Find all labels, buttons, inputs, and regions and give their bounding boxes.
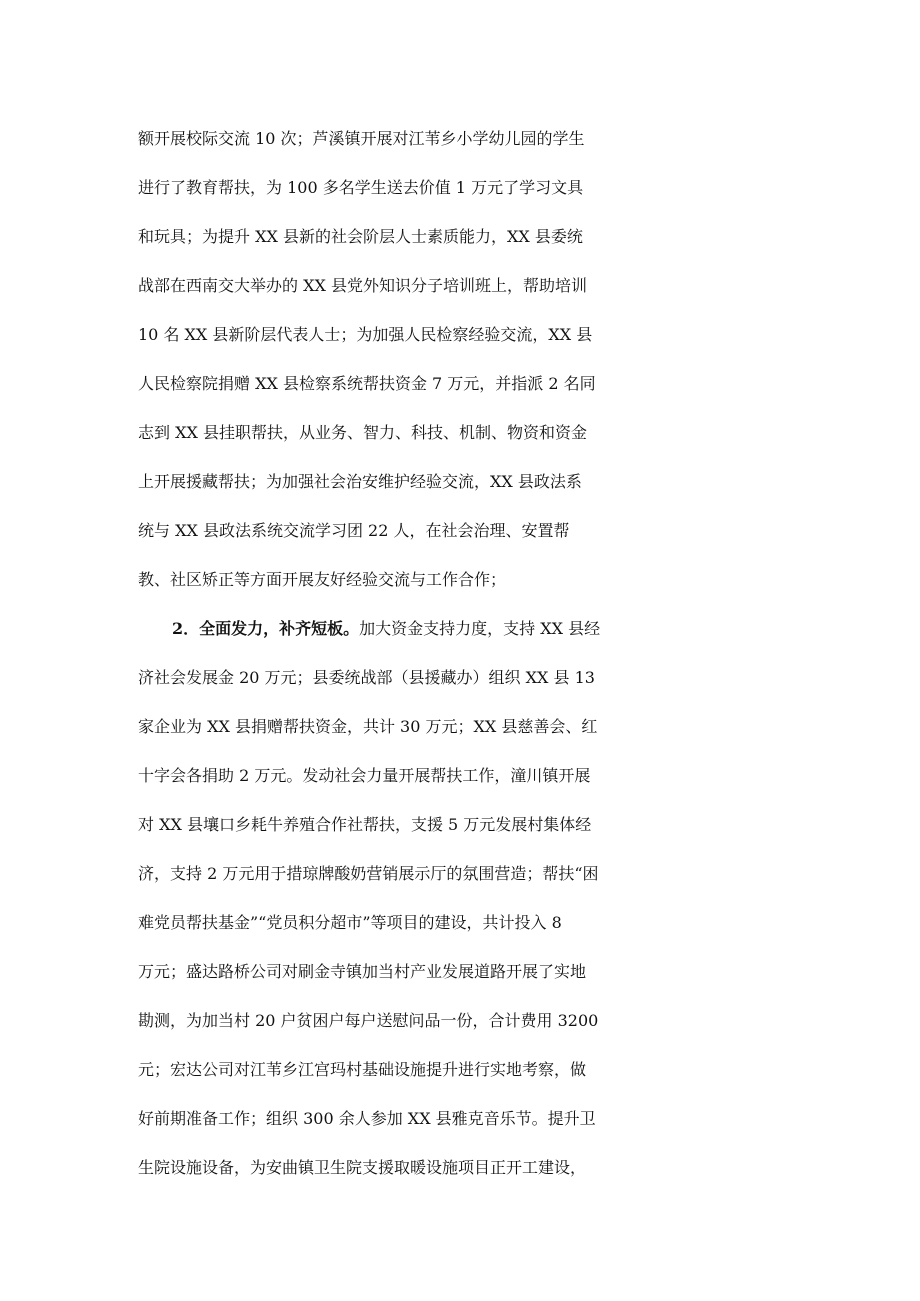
paragraph-2-line-12: 生院设施设备，为安曲镇卫生院支援取暖设施项目正开工建设， xyxy=(138,1158,587,1177)
paragraph-1-line-10: 教、社区矫正等方面开展友好经验交流与工作合作； xyxy=(138,570,507,589)
paragraph-1-line-3: 和玩具；为提升 XX 县新的社会阶层人士素质能力，XX 县委统 xyxy=(138,227,583,246)
paragraph-2-line-3: 家企业为 XX 县捐赠帮扶资金，共计 30 万元；XX 县慈善会、红 xyxy=(138,717,598,736)
paragraph-2-line-6: 济，支持 2 万元用于措琼牌酸奶营销展示厅的氛围营造；帮扶“困 xyxy=(138,864,599,883)
paragraph-1-line-5: 10 名 XX 县新阶层代表人士；为加强人民检察经验交流，XX 县 xyxy=(138,325,593,344)
paragraph-2-first-line-text: 加大资金支持力度，支持 XX 县经 xyxy=(359,619,601,638)
paragraph-1-line-9: 统与 XX 县政法系统交流学习团 22 人，在社会治理、安置帮 xyxy=(138,521,570,540)
paragraph-2-line-5: 对 XX 县壤口乡耗牛养殖合作社帮扶，支援 5 万元发展村集体经 xyxy=(138,815,592,834)
paragraph-2-line-8: 万元；盛达路桥公司对刷金寺镇加当村产业发展道路开展了实地 xyxy=(138,962,587,981)
paragraph-2-line-10: 元；宏达公司对江苇乡江宫玛村基础设施提升进行实地考察，做 xyxy=(138,1060,587,1079)
paragraph-2-line-7: 难党员帮扶基金”“党员积分超市”等项目的建设，共计投入 8 xyxy=(138,913,562,932)
paragraph-1-line-7: 志到 XX 县挂职帮扶，从业务、智力、科技、机制、物资和资金 xyxy=(138,423,587,442)
paragraph-2-line-4: 十字会各捐助 2 万元。发动社会力量开展帮扶工作，潼川镇开展 xyxy=(138,766,591,785)
paragraph-1-line-8: 上开展援藏帮扶；为加强社会治安维护经验交流，XX 县政法系 xyxy=(138,472,582,491)
paragraph-1-line-4: 战部在西南交大举办的 XX 县党外知识分子培训班上，帮助培训 xyxy=(138,276,587,295)
paragraph-2-line-9: 勘测，为加当村 20 户贫困户每户送慰问品一份，合计费用 3200 xyxy=(138,1011,599,1030)
section-heading: 2．全面发力，补齐短板。 xyxy=(172,619,360,638)
paragraph-2-line-1 xyxy=(138,604,798,653)
document-body xyxy=(138,114,798,1192)
paragraph-1-line-1: 额开展校际交流 10 次；芦溪镇开展对江苇乡小学幼儿园的学生 xyxy=(138,129,585,148)
paragraph-1-line-2: 进行了教育帮扶，为 100 多名学生送去价值 1 万元了学习文具 xyxy=(138,178,584,197)
paragraph-1-line-6: 人民检察院捐赠 XX 县检察系统帮扶资金 7 万元，并指派 2 名同 xyxy=(138,374,596,393)
paragraph-2-line-2: 济社会发展金 20 万元；县委统战部（县援藏办）组织 XX 县 13 xyxy=(138,668,595,687)
paragraph-2-line-11: 好前期准备工作；组织 300 余人参加 XX 县雅克音乐节。提升卫 xyxy=(138,1109,596,1128)
